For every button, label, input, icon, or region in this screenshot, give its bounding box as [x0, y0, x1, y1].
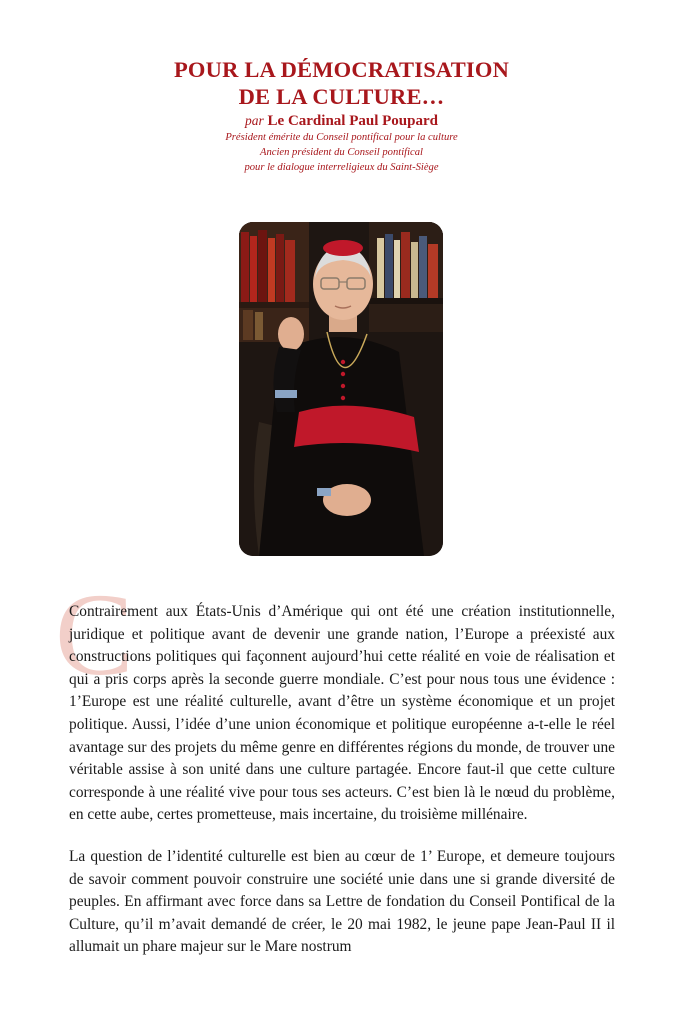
author-roles — [0, 130, 683, 175]
drop-cap-letter: C — [55, 569, 134, 700]
author-name: Le Cardinal Paul Poupard — [267, 113, 438, 129]
paragraph-2: La question de l’identité culturelle est bien au cœur de 1’ Europe, et demeure toujours de savoir comment pouvoir construire une société unie dans une si grande diversité de peuples. En affirmant avec force dans sa Lettre de fondation du Conseil Pontifical de la Culture, qu’il m’avait demandé de créer, le 20 mai 1982, le jeune pape Jean-Paul II il allumait un phare majeur sur le Mare nostrum — [69, 847, 615, 956]
article-header — [0, 56, 683, 175]
byline-prefix: par — [245, 113, 264, 128]
article-title-line-1: POUR LA DÉMOCRATISATION — [173, 57, 510, 82]
author-role-2: Ancien président du Conseil pontifical — [259, 147, 423, 158]
article-body — [69, 601, 615, 959]
paragraph-1: Contrairement aux États-Unis d’Amérique qui ont été une création institutionnelle, juridique et politique avant de devenir une grande nation, l’Europe a préexisté aux constructions politiques qui façonnent aujourd’hui cette réalité en voie de réalisation et qui a pris corps après la seconde guerre mondiale. C’est pour nous tous une évidence : 1’Europe est une réalité culturelle, avant d’être un système économique et un projet politique. Aussi, l’idée d’une union économique et politique européenne a-t-elle le réel avantage sur des projets du même genre en différentes régions du monde, de trouver une véritable assise à son unité dans une culture partagée. Encore faut-il que cette culture corresponde à une réalité vive pour tous ses acteurs. C’est bien là le nœud du problème, en cette aube, certes prometteuse, mais incertaine, du troisième millénaire. — [69, 603, 615, 824]
article-title-line-2: DE LA CULTURE… — [238, 84, 445, 109]
author-role-1: Président émérite du Conseil pontifical pour la culture — [225, 132, 458, 143]
author-portrait-photo — [239, 222, 443, 556]
author-role-3: pour le dialogue interreligieux du Saint-Siège — [244, 162, 439, 173]
byline — [0, 112, 683, 130]
